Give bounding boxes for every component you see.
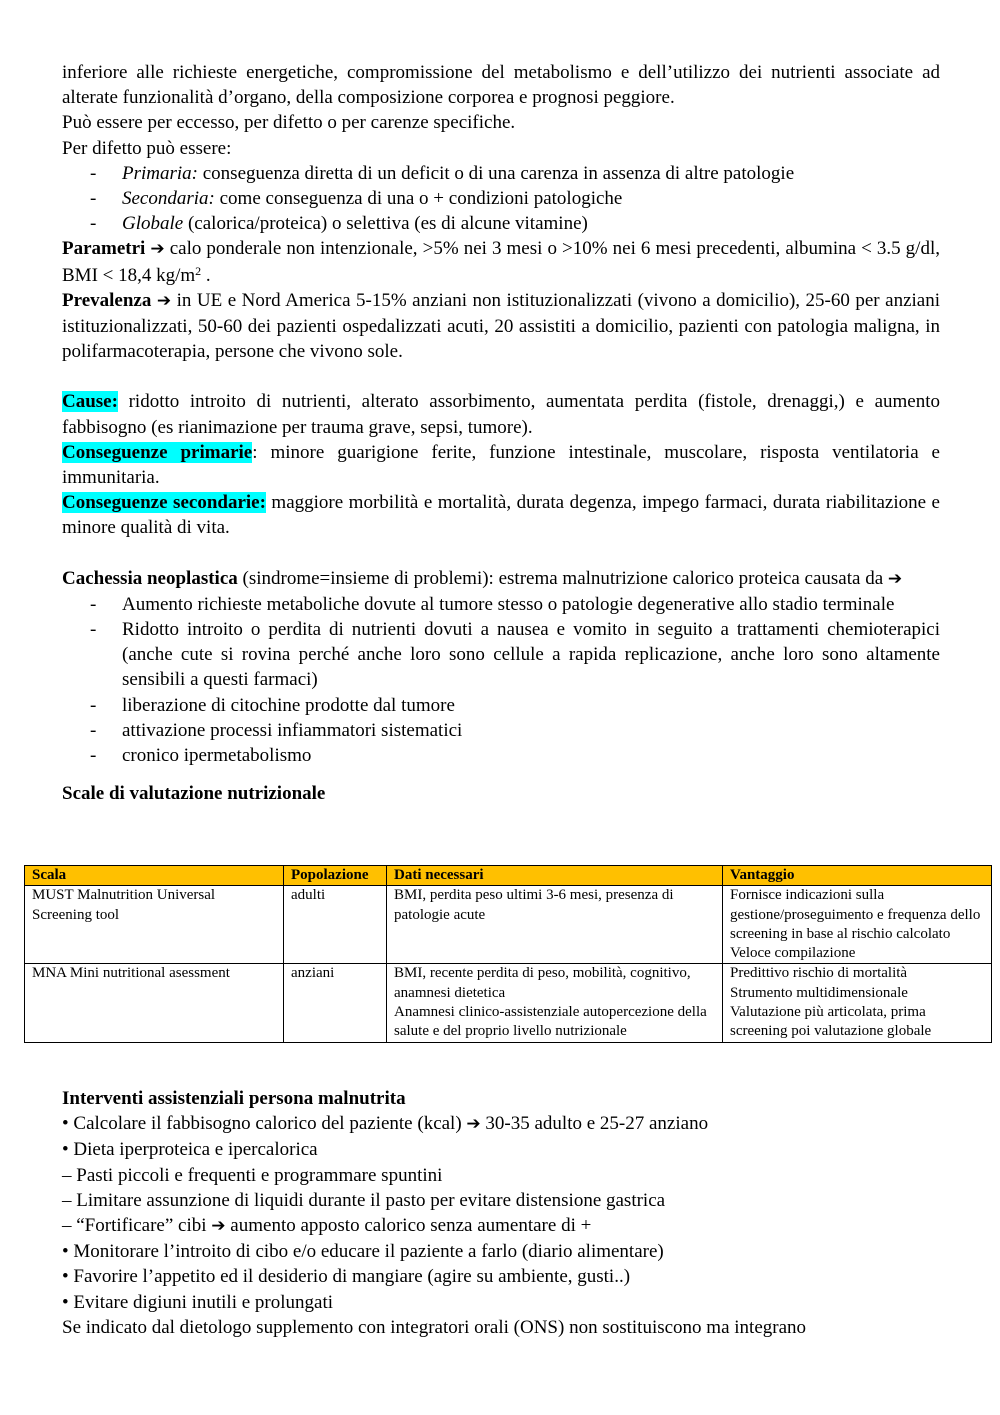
cachessia-causes-list: [62, 592, 940, 768]
cause-text: ridotto introito di nutrienti, alterato assorbimento, aumentata perdita (fistole, drenaggi,) e aumento fabbisogno (es rianimazione per trauma grave, sepsi, tumore).: [62, 391, 940, 438]
interventi-heading: Interventi assistenziali persona malnutrita: [62, 1088, 406, 1109]
intervento-text: aumento apposto calorico senza aumentare di +: [225, 1215, 592, 1237]
dati-cell: [387, 886, 723, 964]
arrow-icon: ➔: [156, 290, 172, 311]
intervento-line: [62, 1111, 940, 1137]
intervento-line: – Pasti piccoli e frequenti e programmare spuntini: [62, 1164, 443, 1186]
type-term: Globale: [122, 213, 184, 235]
cause-paragraph: [62, 389, 940, 439]
column-header: Scala: [25, 866, 284, 886]
intro-line: Può essere per eccesso, per difetto o per carenze specifiche.: [62, 112, 516, 134]
popolazione-cell: adulti: [284, 886, 387, 964]
conseguenze-secondarie-label: Conseguenze secondarie:: [62, 492, 266, 514]
intervento-text: – “Fortificare” cibi: [62, 1215, 212, 1237]
cause-label: Cause:: [62, 391, 118, 413]
parametri-end: .: [201, 264, 211, 286]
superscript: 2: [195, 263, 202, 278]
conseguenze-secondarie-text: maggiore morbilità e mortalità, durata degenza, impego farmaci, durata riabilitazione e minore qualità di vita.: [62, 492, 940, 539]
scale-table: [24, 865, 992, 1043]
type-term: Secondaria:: [122, 188, 215, 210]
scala-cell: MNA Mini nutritional asessment: [25, 964, 284, 1042]
arrow-icon: ➔: [150, 239, 165, 260]
prevalenza-label: Prevalenza: [62, 289, 152, 311]
cell-line: Veloce compilazione: [730, 945, 856, 962]
type-text: come conseguenza di una o + condizioni patologiche: [214, 188, 623, 210]
document-page: [62, 60, 940, 806]
cell-line: Fornisce indicazioni sulla gestione/proseguimento e frequenza dello screening in base al rischio calcolato: [730, 887, 981, 942]
popolazione-cell: anziani: [284, 964, 387, 1042]
column-header: Popolazione: [284, 866, 387, 886]
list-item: [62, 161, 940, 186]
conseguenze-primarie-paragraph: [62, 440, 940, 490]
type-term: Primaria:: [122, 162, 198, 184]
column-header: Dati necessari: [387, 866, 723, 886]
prevalenza-paragraph: [62, 288, 940, 365]
column-header: Vantaggio: [723, 866, 992, 886]
dati-cell: [387, 964, 723, 1042]
vantaggio-cell: [723, 964, 992, 1042]
vantaggio-cell: [723, 886, 992, 964]
intro-paragraph: inferiore alle richieste energetiche, compromissione del metabolismo e dell’utilizzo dei nutrienti associate ad alterate funzionalità d’organo, della composizione corporea e prognosi peggiore.: [62, 62, 940, 109]
arrow-icon: ➔: [887, 568, 903, 589]
intervento-line: [62, 1213, 940, 1239]
intervento-line: Se indicato dal dietologo supplemento con integratori orali (ONS) non sostituiscono ma integrano: [62, 1316, 807, 1338]
interventi-title: [62, 1086, 940, 1111]
type-text: (calorica/proteica) o selettiva (es di alcune vitamine): [183, 213, 588, 235]
cell-line: Predittivo rischio di mortalità: [730, 965, 908, 982]
parametri-paragraph: [62, 236, 940, 287]
intro-line: Per difetto può essere:: [62, 137, 232, 159]
cachessia-text: (sindrome=insieme di problemi): estrema malnutrizione calorico proteica causata da: [237, 567, 888, 589]
conseguenze-primarie-label: Conseguenze primarie: [62, 441, 253, 463]
intervento-text: • Calcolare il fabbisogno calorico del paziente (kcal): [62, 1113, 467, 1135]
cell-line: BMI, recente perdita di peso, mobilità, cognitivo, anamnesi dietetica: [394, 965, 691, 1001]
intervento-line: • Dieta iperproteica e ipercalorica: [62, 1139, 318, 1161]
intervento-line: • Favorire l’appetito ed il desiderio di mangiare (agire su ambiente, gusti..): [62, 1266, 631, 1288]
list-item: [62, 186, 940, 211]
cell-line: BMI, perdita peso ultimi 3-6 mesi, presenza di patologie acute: [394, 887, 674, 923]
list-item: - Ridotto introito o perdita di nutrienti dovuti a nausea e vomito in seguito a trattamenti chemioterapici (anche cute si rovina perché anche loro sono cellule a rapida replicazione, anche loro sono altamente sensibili a questi farmaci): [62, 617, 940, 693]
cell-line: Valutazione più articolata, prima screening poi valutazione globale: [730, 1004, 932, 1040]
list-item: - liberazione di citochine prodotte dal tumore: [62, 693, 940, 718]
interventi-section: [62, 1086, 940, 1340]
cachessia-label: Cachessia neoplastica: [62, 567, 238, 589]
conseguenze-primarie-text: : minore guarigione ferite, funzione intestinale, muscolare, risposta ventilatoria e immunitaria.: [62, 441, 940, 489]
intervento-text: 30-35 adulto e 25-27 anziano: [480, 1113, 709, 1135]
list-item: - attivazione processi infiammatori sistematici: [62, 718, 940, 743]
arrow-icon: ➔: [466, 1114, 481, 1135]
table-row: [25, 964, 992, 1042]
intervento-line: • Evitare digiuni inutili e prolungati: [62, 1291, 334, 1313]
arrow-icon: ➔: [211, 1216, 226, 1237]
table-row: [25, 886, 992, 964]
list-item: - cronico ipermetabolismo: [62, 743, 940, 768]
conseguenze-secondarie-paragraph: [62, 490, 940, 540]
parametri-text: calo ponderale non intenzionale, >5% nei 3 mesi o >10% nei 6 mesi precedenti, albumina < 3.5 g/dl, BMI < 18,4 kg/m: [62, 238, 940, 286]
prevalenza-text: in UE e Nord America 5-15% anziani non istituzionalizzati (vivono a domicilio), 25-60 per anziani istituzionalizzati, 50-60 dei pazienti ospedalizzati acuti, 20 assistiti a domicilio, pazienti con patologia maligna, in polifarmacoterapia, persone che vivono sole.: [62, 289, 940, 363]
parametri-label: Parametri: [62, 238, 146, 260]
type-text: conseguenza diretta di un deficit o di una carenza in assenza di altre patologie: [198, 162, 795, 184]
cell-line: Anamnesi clinico-assistenziale autopercezione della salute e del proprio livello nutrizionale: [394, 1004, 707, 1040]
table-header-row: [25, 866, 992, 886]
malnutrition-types-list: [62, 161, 940, 237]
cell-line: Strumento multidimensionale: [730, 984, 908, 1001]
intervento-line: – Limitare assunzione di liquidi durante il pasto per evitare distensione gastrica: [62, 1189, 666, 1211]
list-item: - Aumento richieste metaboliche dovute al tumore stesso o patologie degenerative allo stadio terminale: [62, 592, 940, 617]
list-item: [62, 211, 940, 236]
intervento-line: • Monitorare l’introito di cibo e/o educare il paziente a farlo (diario alimentare): [62, 1241, 664, 1263]
cachessia-paragraph: [62, 566, 940, 592]
scale-section-title: Scale di valutazione nutrizionale: [62, 783, 326, 805]
scala-cell: MUST Malnutrition Universal Screening tool: [25, 886, 284, 964]
